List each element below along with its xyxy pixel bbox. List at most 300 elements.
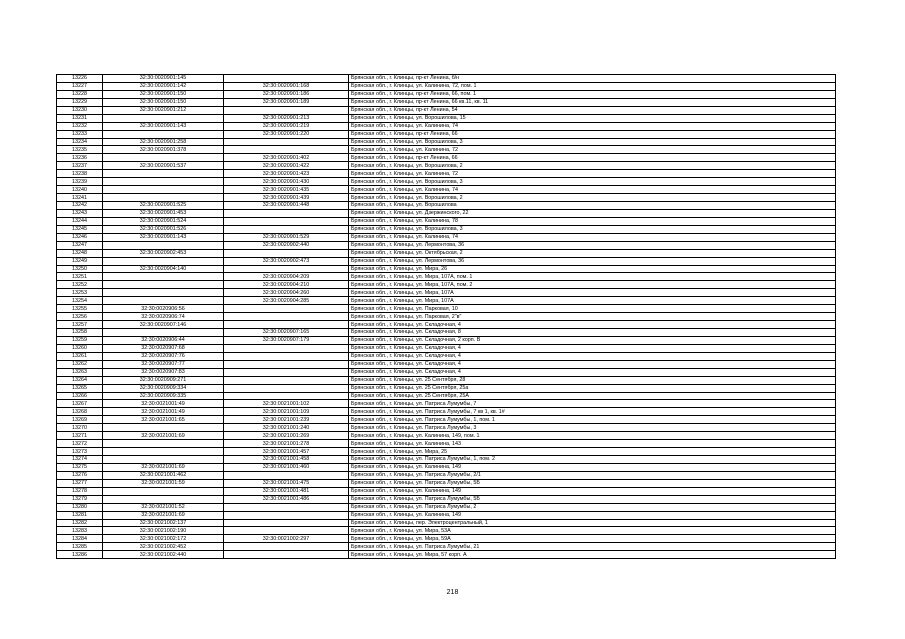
address-cell: Брянская обл., г. Клинцы, ул. Мира, 107А: [349, 289, 836, 297]
address-cell: Брянская обл., г. Клинцы, ул. Ворошилова, 2: [349, 194, 836, 202]
related-cadastral-number-cell: 32:30:0021001:457: [224, 448, 349, 456]
cadastral-number-cell: 32:30:0020901:150: [103, 98, 224, 106]
table-row: [57, 202, 836, 210]
row-number-cell: 13265: [57, 384, 103, 392]
address-cell: Брянская обл., г. Клинцы, ул. Мира, 25: [349, 448, 836, 456]
address-cell: Брянская обл., г. Клинцы, пр-кт Ленина, 66: [349, 130, 836, 138]
row-number-cell: 13252: [57, 281, 103, 289]
related-cadastral-number-cell: 32:30:0020901:186: [224, 90, 349, 98]
address-cell: Брянская обл., г. Клинцы, ул. Калинина, 149: [349, 511, 836, 519]
row-number-cell: 13236: [57, 154, 103, 162]
cadastral-number-cell: [103, 241, 224, 249]
row-number-cell: 13246: [57, 233, 103, 241]
table-row: [57, 448, 836, 456]
cadastral-number-cell: [103, 186, 224, 194]
row-number-cell: 13279: [57, 495, 103, 503]
table-row: [57, 225, 836, 233]
table-row: [57, 257, 836, 265]
address-cell: Брянская обл., г. Клинцы, ул. Мира, 59А: [349, 535, 836, 543]
address-cell: Брянская обл., г. Клинцы, ул. Парковая, 2"в": [349, 313, 836, 321]
address-cell: Брянская обл., г. Клинцы, ул. Ворошилова, 3: [349, 178, 836, 186]
cadastral-number-cell: 32:30:0020901:537: [103, 162, 224, 170]
table-row: [57, 424, 836, 432]
cadastral-number-cell: [103, 440, 224, 448]
table-row: [57, 368, 836, 376]
address-cell: Брянская обл., г. Клинцы, ул. Мира, 107А: [349, 297, 836, 305]
row-number-cell: 13282: [57, 519, 103, 527]
row-number-cell: 13280: [57, 503, 103, 511]
table-row: [57, 98, 836, 106]
cadastral-number-cell: [103, 114, 224, 122]
related-cadastral-number-cell: [224, 321, 349, 329]
address-cell: Брянская обл., г. Клинцы, ул. Мира, 53А: [349, 527, 836, 535]
cadastral-number-cell: 32:30:0020907:83: [103, 368, 224, 376]
table-row: [57, 138, 836, 146]
related-cadastral-number-cell: [224, 471, 349, 479]
cadastral-number-cell: 32:30:0020907:68: [103, 344, 224, 352]
table-row: [57, 249, 836, 257]
address-cell: Брянская обл., г. Клинцы, ул. Ворошилова, 3: [349, 138, 836, 146]
table-row: [57, 535, 836, 543]
related-cadastral-number-cell: [224, 360, 349, 368]
cadastral-number-cell: 32:30:0021002:137: [103, 519, 224, 527]
row-number-cell: 13262: [57, 360, 103, 368]
address-cell: Брянская обл., г. Клинцы, ул. Складочная, 4: [349, 368, 836, 376]
cadastral-number-cell: 32:30:0020909:334: [103, 384, 224, 392]
row-number-cell: 13270: [57, 424, 103, 432]
row-number-cell: 13263: [57, 368, 103, 376]
cadastral-number-cell: [103, 456, 224, 464]
table-row: [57, 217, 836, 225]
row-number-cell: 13245: [57, 225, 103, 233]
related-cadastral-number-cell: 32:30:0020904:285: [224, 297, 349, 305]
table-row: [57, 456, 836, 464]
row-number-cell: 13261: [57, 352, 103, 360]
row-number-cell: 13278: [57, 487, 103, 495]
address-cell: Брянская обл., г. Клинцы, ул. Лермонтова, 36: [349, 241, 836, 249]
cadastral-number-cell: [103, 487, 224, 495]
related-cadastral-number-cell: [224, 551, 349, 559]
address-cell: Брянская обл., г. Клинцы, ул. Патриса Лумумбы, 7 кв 1, кв. 1#: [349, 408, 836, 416]
row-number-cell: 13273: [57, 448, 103, 456]
row-number-cell: 13259: [57, 336, 103, 344]
table-row: [57, 162, 836, 170]
cadastral-number-cell: 32:30:0020907:146: [103, 321, 224, 329]
related-cadastral-number-cell: [224, 305, 349, 313]
related-cadastral-number-cell: [224, 392, 349, 400]
address-cell: Брянская обл., г. Клинцы, ул. Патриса Лумумбы, 2: [349, 503, 836, 511]
row-number-cell: 13226: [57, 75, 103, 83]
address-cell: Брянская обл., г. Клинцы, ул. Патриса Лумумбы, 1, пом. 2: [349, 456, 836, 464]
related-cadastral-number-cell: 32:30:0020904:260: [224, 289, 349, 297]
table-row: [57, 106, 836, 114]
row-number-cell: 13277: [57, 479, 103, 487]
page-number: 218: [446, 589, 459, 596]
row-number-cell: 13244: [57, 217, 103, 225]
related-cadastral-number-cell: 32:30:0021001:240: [224, 424, 349, 432]
address-cell: Брянская обл., г. Клинцы, ул. 25 Сентября, 25а: [349, 384, 836, 392]
address-cell: Брянская обл., г. Клинцы, ул. Патриса Лумумбы, 3: [349, 424, 836, 432]
cadastral-number-cell: [103, 289, 224, 297]
address-cell: Брянская обл., г. Клинцы, ул. Мира, 107А, пом. 1: [349, 273, 836, 281]
table-row: [57, 344, 836, 352]
address-cell: Брянская обл., г. Клинцы, ул. Октябрьская, 2: [349, 249, 836, 257]
cadastral-number-cell: 32:30:0020904:140: [103, 265, 224, 273]
address-cell: Брянская обл., г. Клинцы, ул. Мира, 26: [349, 265, 836, 273]
cadastral-number-cell: 32:30:0020901:150: [103, 90, 224, 98]
related-cadastral-number-cell: 32:30:0020901:439: [224, 194, 349, 202]
related-cadastral-number-cell: 32:30:0020901:219: [224, 122, 349, 130]
address-cell: Брянская обл., г. Клинцы, пр-кт Ленина, б/н: [349, 75, 836, 83]
cadastral-number-cell: [103, 273, 224, 281]
related-cadastral-number-cell: [224, 527, 349, 535]
cadastral-number-cell: 32:30:0020906:44: [103, 336, 224, 344]
cadastral-number-cell: 32:30:0020901:143: [103, 122, 224, 130]
related-cadastral-number-cell: [224, 511, 349, 519]
row-number-cell: 13229: [57, 98, 103, 106]
address-cell: Брянская обл., г. Клинцы, ул. Мира, 57 корп. А: [349, 551, 836, 559]
address-cell: Брянская обл., г. Клинцы, ул. Ворошилова, 2: [349, 162, 836, 170]
table-row: [57, 479, 836, 487]
address-cell: Брянская обл., г. Клинцы, ул. Ворошилова, 15: [349, 114, 836, 122]
table-row: [57, 194, 836, 202]
row-number-cell: 13251: [57, 273, 103, 281]
address-cell: Брянская обл., г. Клинцы, ул. Патриса Лумумбы, 5Б: [349, 479, 836, 487]
related-cadastral-number-cell: 32:30:0020901:430: [224, 178, 349, 186]
cadastral-number-cell: 32:30:0020907:76: [103, 352, 224, 360]
address-cell: Брянская обл., г. Клинцы, ул. Калинина, 72, пом. 1: [349, 82, 836, 90]
related-cadastral-number-cell: [224, 209, 349, 217]
cadastral-number-cell: [103, 297, 224, 305]
row-number-cell: 13271: [57, 432, 103, 440]
cadastral-number-cell: 32:30:0020901:524: [103, 217, 224, 225]
related-cadastral-number-cell: [224, 265, 349, 273]
table-row: [57, 265, 836, 273]
table-row: [57, 281, 836, 289]
address-cell: Брянская обл., г. Клинцы, ул. 25 Сентября, 25А: [349, 392, 836, 400]
cadastral-number-cell: 32:30:0020901:378: [103, 146, 224, 154]
table-row: [57, 440, 836, 448]
address-cell: Брянская обл., г. Клинцы, ул. Калинина, 143: [349, 440, 836, 448]
row-number-cell: 13254: [57, 297, 103, 305]
address-cell: Брянская обл., г. Клинцы, ул. Парковая, 10: [349, 305, 836, 313]
table-row: [57, 519, 836, 527]
row-number-cell: 13239: [57, 178, 103, 186]
address-cell: Брянская обл., г. Клинцы, пр-кт Ленина, 66, пом. 1: [349, 90, 836, 98]
related-cadastral-number-cell: 32:30:0021002:297: [224, 535, 349, 543]
cadastral-number-cell: 32:30:0021002:190: [103, 527, 224, 535]
related-cadastral-number-cell: [224, 519, 349, 527]
cadastral-number-cell: 32:30:0020907:77: [103, 360, 224, 368]
related-cadastral-number-cell: [224, 344, 349, 352]
row-number-cell: 13227: [57, 82, 103, 90]
row-number-cell: 13248: [57, 249, 103, 257]
row-number-cell: 13257: [57, 321, 103, 329]
row-number-cell: 13237: [57, 162, 103, 170]
related-cadastral-number-cell: [224, 503, 349, 511]
related-cadastral-number-cell: 32:30:0021001:239: [224, 416, 349, 424]
address-cell: Брянская обл., г. Клинцы, ул. Калинина, 74: [349, 122, 836, 130]
related-cadastral-number-cell: 32:30:0021001:460: [224, 463, 349, 471]
table-row: [57, 503, 836, 511]
table-row: [57, 130, 836, 138]
table-row: [57, 336, 836, 344]
related-cadastral-number-cell: [224, 106, 349, 114]
table-row: [57, 289, 836, 297]
row-number-cell: 13258: [57, 329, 103, 337]
table-row: [57, 543, 836, 551]
cadastral-number-cell: 32:30:0020906:74: [103, 313, 224, 321]
table-row: [57, 432, 836, 440]
address-cell: Брянская обл., г. Клинцы, ул. 25 Сентября, 28: [349, 376, 836, 384]
cadastral-number-cell: 32:30:0020901:212: [103, 106, 224, 114]
row-number-cell: 13232: [57, 122, 103, 130]
address-cell: Брянская обл., г. Клинцы, ул. Складочная, 4: [349, 344, 836, 352]
table-row: [57, 122, 836, 130]
address-cell: Брянская обл., г. Клинцы, ул. Мира, 107А, пом. 2: [349, 281, 836, 289]
related-cadastral-number-cell: [224, 75, 349, 83]
related-cadastral-number-cell: 32:30:0021001:278: [224, 440, 349, 448]
related-cadastral-number-cell: 32:30:0021001:458: [224, 456, 349, 464]
cadastral-number-cell: [103, 170, 224, 178]
cadastral-number-cell: [103, 281, 224, 289]
table-row: [57, 360, 836, 368]
related-cadastral-number-cell: 32:30:0020901:448: [224, 202, 349, 210]
table-row: [57, 408, 836, 416]
related-cadastral-number-cell: 32:30:0021001:269: [224, 432, 349, 440]
table-row: [57, 495, 836, 503]
row-number-cell: 13260: [57, 344, 103, 352]
related-cadastral-number-cell: 32:30:0021001:102: [224, 400, 349, 408]
address-cell: Брянская обл., г. Клинцы, ул. Калинина, 72: [349, 146, 836, 154]
row-number-cell: 13276: [57, 471, 103, 479]
related-cadastral-number-cell: [224, 249, 349, 257]
table-row: [57, 487, 836, 495]
address-cell: Брянская обл., г. Клинцы, ул. Патриса Лумумбы, 5Б: [349, 495, 836, 503]
related-cadastral-number-cell: 32:30:0020901:529: [224, 233, 349, 241]
cadastral-number-cell: [103, 178, 224, 186]
table-row: [57, 297, 836, 305]
row-number-cell: 13283: [57, 527, 103, 535]
address-cell: Брянская обл., г. Клинцы, ул. Калинина, 78: [349, 217, 836, 225]
cadastral-number-cell: 32:30:0020909:271: [103, 376, 224, 384]
table-row: [57, 273, 836, 281]
table-row: [57, 400, 836, 408]
table-row: [57, 170, 836, 178]
row-number-cell: 13240: [57, 186, 103, 194]
table-row: [57, 82, 836, 90]
related-cadastral-number-cell: [224, 146, 349, 154]
row-number-cell: 13242: [57, 202, 103, 210]
row-number-cell: 13256: [57, 313, 103, 321]
cadastral-number-cell: [103, 130, 224, 138]
related-cadastral-number-cell: [224, 368, 349, 376]
registry-table: [56, 74, 836, 559]
cadastral-number-cell: 32:30:0020901:145: [103, 75, 224, 83]
row-number-cell: 13285: [57, 543, 103, 551]
related-cadastral-number-cell: [224, 313, 349, 321]
related-cadastral-number-cell: 32:30:0020901:189: [224, 98, 349, 106]
row-number-cell: 13269: [57, 416, 103, 424]
table-row: [57, 233, 836, 241]
address-cell: Брянская обл., г. Клинцы, ул. Калинина, 149: [349, 487, 836, 495]
row-number-cell: 13264: [57, 376, 103, 384]
related-cadastral-number-cell: 32:30:0021001:475: [224, 479, 349, 487]
related-cadastral-number-cell: 32:30:0020902:440: [224, 241, 349, 249]
address-cell: Брянская обл., г. Клинцы, ул. Патриса Лумумбы, 21: [349, 543, 836, 551]
cadastral-number-cell: 32:30:0020901:453: [103, 209, 224, 217]
related-cadastral-number-cell: [224, 543, 349, 551]
address-cell: Брянская обл., г. Клинцы, ул. Ворошилова, 3: [349, 225, 836, 233]
cadastral-number-cell: 32:30:0021001:69: [103, 511, 224, 519]
cadastral-number-cell: 32:30:0021001:52: [103, 503, 224, 511]
cadastral-number-cell: 32:30:0020909:335: [103, 392, 224, 400]
row-number-cell: 13228: [57, 90, 103, 98]
table-row: [57, 416, 836, 424]
cadastral-number-cell: 32:30:0020901:143: [103, 233, 224, 241]
cadastral-number-cell: 32:30:0021002:172: [103, 535, 224, 543]
address-cell: Брянская обл., г. Клинцы, ул. Лермонтова, 36: [349, 257, 836, 265]
related-cadastral-number-cell: 32:30:0020901:435: [224, 186, 349, 194]
row-number-cell: 13267: [57, 400, 103, 408]
row-number-cell: 13253: [57, 289, 103, 297]
cadastral-number-cell: 32:30:0020901:526: [103, 225, 224, 233]
table-row: [57, 313, 836, 321]
row-number-cell: 13274: [57, 456, 103, 464]
address-cell: Брянская обл., г. Клинцы, ул. Калинина, 149, пом. 1: [349, 432, 836, 440]
related-cadastral-number-cell: 32:30:0020901:168: [224, 82, 349, 90]
row-number-cell: 13275: [57, 463, 103, 471]
related-cadastral-number-cell: [224, 138, 349, 146]
cadastral-number-cell: 32:30:0021001:59: [103, 479, 224, 487]
cadastral-number-cell: 32:30:0021001:69: [103, 463, 224, 471]
table-row: [57, 392, 836, 400]
address-cell: Брянская обл., г. Клинцы, ул. Ворошилова: [349, 202, 836, 210]
row-number-cell: 13281: [57, 511, 103, 519]
row-number-cell: 13286: [57, 551, 103, 559]
cadastral-number-cell: 32:30:0021001:462: [103, 471, 224, 479]
address-cell: Брянская обл., г. Клинцы, ул. Складочная, 8: [349, 329, 836, 337]
cadastral-number-cell: [103, 424, 224, 432]
cadastral-number-cell: 32:30:0020901:142: [103, 82, 224, 90]
address-cell: Брянская обл., г. Клинцы, ул. Калинина, 72: [349, 170, 836, 178]
row-number-cell: 13272: [57, 440, 103, 448]
address-cell: Брянская обл., г. Клинцы, пр-кт Ленина, 66: [349, 154, 836, 162]
related-cadastral-number-cell: 32:30:0020907:179: [224, 336, 349, 344]
address-cell: Брянская обл., г. Клинцы, ул. Дзержинского, 22: [349, 209, 836, 217]
table-row: [57, 209, 836, 217]
table-row: [57, 178, 836, 186]
table-row: [57, 329, 836, 337]
cadastral-number-cell: 32:30:0021002:452: [103, 543, 224, 551]
row-number-cell: 13268: [57, 408, 103, 416]
related-cadastral-number-cell: 32:30:0020901:402: [224, 154, 349, 162]
related-cadastral-number-cell: [224, 352, 349, 360]
table-row: [57, 114, 836, 122]
related-cadastral-number-cell: 32:30:0020907:165: [224, 329, 349, 337]
row-number-cell: 13266: [57, 392, 103, 400]
cadastral-number-cell: [103, 257, 224, 265]
related-cadastral-number-cell: 32:30:0020904:210: [224, 281, 349, 289]
table-row: [57, 90, 836, 98]
table-row: [57, 154, 836, 162]
cadastral-number-cell: [103, 448, 224, 456]
row-number-cell: 13250: [57, 265, 103, 273]
address-cell: Брянская обл., г. Клинцы, ул. Патриса Лумумбы, 1, пом. 1: [349, 416, 836, 424]
table-row: [57, 321, 836, 329]
row-number-cell: 13241: [57, 194, 103, 202]
cadastral-number-cell: 32:30:0020901:525: [103, 202, 224, 210]
table-row: [57, 551, 836, 559]
table-row: [57, 352, 836, 360]
related-cadastral-number-cell: [224, 225, 349, 233]
related-cadastral-number-cell: 32:30:0021001:109: [224, 408, 349, 416]
address-cell: Брянская обл., г. Клинцы, ул. Патриса Лумумбы, 7: [349, 400, 836, 408]
address-cell: Брянская обл., г. Клинцы, ул. Калинина, 149: [349, 463, 836, 471]
cadastral-number-cell: 32:30:0020906:56: [103, 305, 224, 313]
cadastral-number-cell: [103, 329, 224, 337]
row-number-cell: 13249: [57, 257, 103, 265]
address-cell: Брянская обл., г. Клинцы, пр-кт Ленина, 54: [349, 106, 836, 114]
address-cell: Брянская обл., г. Клинцы, ул. Калинина, 74: [349, 233, 836, 241]
related-cadastral-number-cell: 32:30:0021001:486: [224, 495, 349, 503]
cadastral-number-cell: 32:30:0021001:69: [103, 432, 224, 440]
row-number-cell: 13238: [57, 170, 103, 178]
row-number-cell: 13230: [57, 106, 103, 114]
cadastral-number-cell: 32:30:0021001:65: [103, 416, 224, 424]
address-cell: Брянская обл., г. Клинцы, ул. Калинина, 74: [349, 186, 836, 194]
related-cadastral-number-cell: 32:30:0020901:213: [224, 114, 349, 122]
table-row: [57, 463, 836, 471]
row-number-cell: 13243: [57, 209, 103, 217]
related-cadastral-number-cell: 32:30:0021001:481: [224, 487, 349, 495]
table-row: [57, 75, 836, 83]
cadastral-number-cell: 32:30:0021002:440: [103, 551, 224, 559]
row-number-cell: 13284: [57, 535, 103, 543]
table-row: [57, 384, 836, 392]
cadastral-number-cell: [103, 154, 224, 162]
related-cadastral-number-cell: 32:30:0020904:209: [224, 273, 349, 281]
table-row: [57, 146, 836, 154]
table-row: [57, 376, 836, 384]
table-row: [57, 305, 836, 313]
table-row: [57, 186, 836, 194]
table-row: [57, 527, 836, 535]
row-number-cell: 13234: [57, 138, 103, 146]
cadastral-number-cell: 32:30:0020901:258: [103, 138, 224, 146]
related-cadastral-number-cell: 32:30:0020902:473: [224, 257, 349, 265]
address-cell: Брянская обл., г. Клинцы, ул. Складочная, 4: [349, 352, 836, 360]
registry-table-body: [57, 75, 836, 559]
related-cadastral-number-cell: 32:30:0020901:422: [224, 162, 349, 170]
address-cell: Брянская обл., г. Клинцы, ул. Патриса Лумумбы, 2/1: [349, 471, 836, 479]
row-number-cell: 13233: [57, 130, 103, 138]
cadastral-number-cell: 32:30:0021001:49: [103, 408, 224, 416]
related-cadastral-number-cell: [224, 217, 349, 225]
related-cadastral-number-cell: 32:30:0020901:423: [224, 170, 349, 178]
row-number-cell: 13247: [57, 241, 103, 249]
cadastral-number-cell: 32:30:0021001:49: [103, 400, 224, 408]
related-cadastral-number-cell: [224, 384, 349, 392]
address-cell: Брянская обл., г. Клинцы, пер. Электроцентральный, 1: [349, 519, 836, 527]
address-cell: Брянская обл., г. Клинцы, пр-кт Ленина, 66 кв.11, кв. 11: [349, 98, 836, 106]
address-cell: Брянская обл., г. Клинцы, ул. Складочная, 4: [349, 321, 836, 329]
row-number-cell: 13235: [57, 146, 103, 154]
table-row: [57, 511, 836, 519]
row-number-cell: 13231: [57, 114, 103, 122]
address-cell: Брянская обл., г. Клинцы, ул. Складочная, 2 корп. В: [349, 336, 836, 344]
cadastral-number-cell: [103, 495, 224, 503]
